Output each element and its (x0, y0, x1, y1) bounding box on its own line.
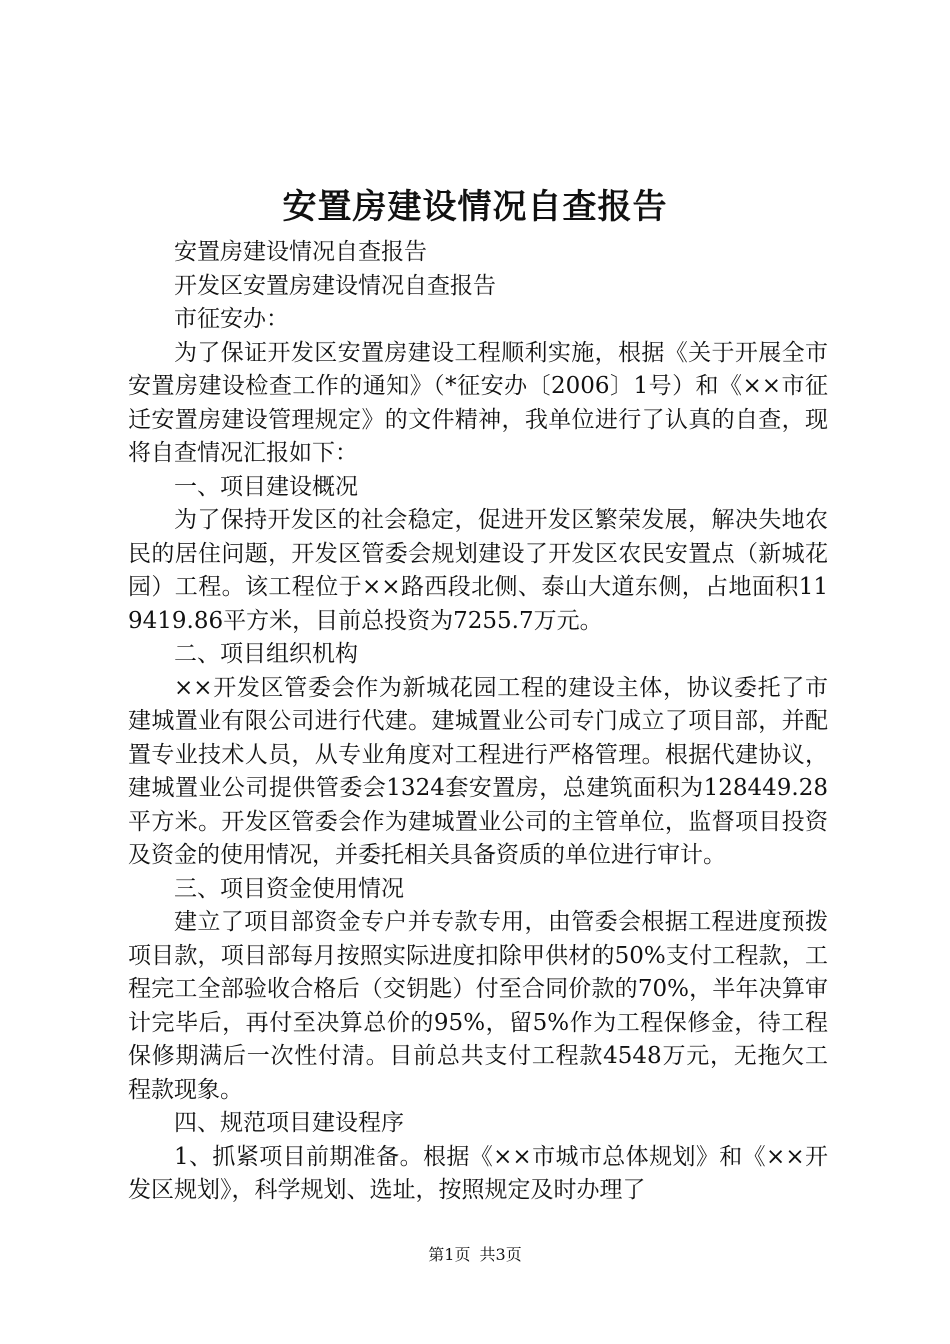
section-heading-2: 二、项目组织机构 (174, 641, 358, 667)
paragraph-section-4: 1、抓紧项目前期准备。根据《××市城市总体规划》和《××开发区规划》，科学规划、选址，按照规定及时办理了 (128, 1143, 828, 1203)
paragraph-section-3: 建立了项目部资金专户并专款专用，由管委会根据工程进度预拨项目款，项目部每月按照实际进度扣除甲供材的50%支付工程款，工程完工全部验收合格后（交钥匙）付至合同价款的70%，半年决算审计完毕后，再付至决算总价的95%，留5%作为工程保修金，待工程保修期满后一次性付清。目前总共支付工程款4548万元，无拖欠工程款现象。 (128, 909, 828, 1103)
section-heading-1: 一、项目建设概况 (174, 473, 358, 500)
document-body (128, 236, 828, 1208)
section-heading-3: 三、项目资金使用情况 (174, 875, 404, 902)
paragraph-report-title: 开发区安置房建设情况自查报告 (174, 272, 496, 299)
section-heading-4: 四、规范项目建设程序 (174, 1110, 404, 1136)
paragraph-intro: 为了保证开发区安置房建设工程顺利实施，根据《关于开展全市安置房建设检查工作的通知》（*征安办〔2006〕1号）和《××市征迁安置房建设管理规定》的文件精神，我单位进行了认真的自查，现将自查情况汇报如下： (128, 339, 828, 466)
paragraph-addressee: 市征安办： (174, 306, 289, 332)
paragraph-section-1: 为了保持开发区的社会稳定，促进开发区繁荣发展，解决失地农民的居住问题，开发区管委会规划建设了开发区农民安置点（新城花园）工程。该工程位于××路西段北侧、泰山大道东侧，占地面积119419.86平方米，目前总投资为7255.7万元。 (128, 507, 828, 634)
paragraph-subtitle: 安置房建设情况自查报告 (174, 239, 427, 265)
page-footer (0, 1243, 950, 1267)
document-title: 安置房建设情况自查报告 (282, 187, 668, 227)
page-number: 第1页 (428, 1245, 471, 1264)
page-total: 共3页 (479, 1245, 522, 1264)
paragraph-section-2: ××开发区管委会作为新城花园工程的建设主体，协议委托了市建城置业有限公司进行代建。建城置业公司专门成立了项目部，并配置专业技术人员，从专业角度对工程进行严格管理。根据代建协议，建城置业公司提供管委会1324套安置房，总建筑面积为128449.28平方米。开发区管委会作为建城置业公司的主管单位，监督项目投资及资金的使用情况，并委托相关具备资质的单位进行审计。 (128, 674, 828, 868)
